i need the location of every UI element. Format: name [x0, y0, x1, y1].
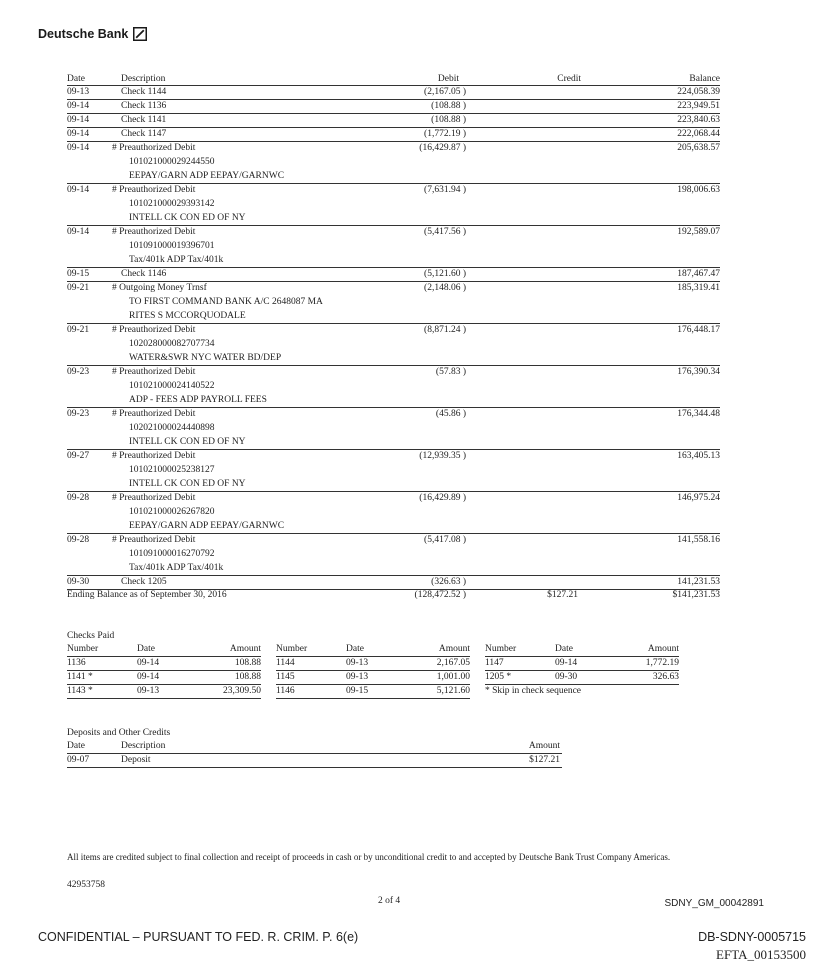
transaction-divider: [67, 323, 720, 324]
transaction-date: 09-14: [67, 227, 90, 237]
check-date: 09-30: [555, 672, 578, 682]
transaction-detail: WATER&SWR NYC WATER BD/DEP: [129, 353, 282, 363]
transaction-description: # Preauthorized Debit: [112, 227, 196, 237]
transaction-balance: 176,448.17: [677, 325, 720, 335]
deposits-title: Deposits and Other Credits: [67, 728, 171, 738]
transaction-debit: (5,417.08 ): [424, 535, 466, 545]
transaction-balance: 192,589.07: [677, 227, 720, 237]
transaction-detail: EEPAY/GARN ADP EEPAY/GARNWC: [129, 171, 285, 181]
check-amount: 108.88: [234, 658, 261, 668]
transaction-detail: 101021000029244550: [129, 157, 215, 167]
transaction-balance: 205,638.57: [677, 143, 720, 153]
transaction-divider: [67, 533, 720, 534]
efta-number: EFTA_00153500: [716, 947, 806, 962]
transaction-balance: 146,975.24: [677, 493, 720, 503]
transaction-date: 09-14: [67, 129, 90, 139]
doc-id: SDNY_GM_00042891: [664, 898, 764, 909]
transaction-balance: 198,006.63: [677, 185, 720, 195]
transaction-divider: [67, 127, 720, 128]
header-date: Date: [67, 74, 85, 84]
transaction-detail: INTELL CK CON ED OF NY: [129, 213, 246, 223]
header-divider: [67, 85, 720, 86]
check-row-divider: [67, 670, 261, 671]
check-amount: 5,121.60: [436, 686, 470, 696]
deposits-header-divider: [67, 753, 562, 754]
footer-disclaimer: All items are credited subject to final collection and receipt of proceeds in cash or by unconditional credit to and accepted by Deutsche Bank Trust Company Americas.: [67, 852, 671, 862]
transaction-debit: (12,939.35 ): [419, 451, 466, 461]
transaction-debit: (8,871.24 ): [424, 325, 466, 335]
checks-paid-title: Checks Paid: [67, 631, 115, 641]
check-number: 1143 *: [67, 686, 93, 696]
transaction-divider: [67, 365, 720, 366]
transaction-balance: 176,344.48: [677, 409, 720, 419]
check-row-divider: [485, 670, 679, 671]
transaction-divider: [67, 183, 720, 184]
transaction-date: 09-23: [67, 409, 90, 419]
checks-header-divider: [67, 656, 261, 657]
transaction-detail: INTELL CK CON ED OF NY: [129, 437, 246, 447]
transaction-debit: (16,429.87 ): [419, 143, 466, 153]
transaction-detail: 102028000082707734: [129, 339, 215, 349]
check-number: 1141 *: [67, 672, 93, 682]
bates-number: DB-SDNY-0005715: [698, 930, 806, 944]
check-date: 09-13: [346, 672, 369, 682]
transaction-date: 09-23: [67, 367, 90, 377]
check-number: 1145: [276, 672, 295, 682]
checks-header-divider: [276, 656, 470, 657]
deposits-header-amount: Amount: [528, 741, 560, 751]
ending-balance: $141,231.53: [672, 590, 720, 600]
transaction-debit: (7,631.94 ): [424, 185, 466, 195]
transaction-detail: 101091000016270792: [129, 549, 215, 559]
transaction-detail: 101021000025238127: [129, 465, 215, 475]
transaction-balance: 223,949.51: [677, 101, 720, 111]
transaction-divider: [67, 141, 720, 142]
transaction-description: # Preauthorized Debit: [112, 143, 196, 153]
transaction-divider: [67, 113, 720, 114]
check-number: 1146: [276, 686, 295, 696]
transaction-description: # Preauthorized Debit: [112, 185, 196, 195]
transaction-description: # Preauthorized Debit: [112, 325, 196, 335]
transaction-debit: (1,772.19 ): [424, 129, 466, 139]
checks-header-amount: Amount: [229, 644, 261, 654]
transaction-divider: [67, 281, 720, 282]
transaction-date: 09-14: [67, 101, 90, 111]
transaction-balance: 223,840.63: [677, 115, 720, 125]
transaction-description: # Preauthorized Debit: [112, 493, 196, 503]
transaction-detail: EEPAY/GARN ADP EEPAY/GARNWC: [129, 521, 285, 531]
checks-header-number: Number: [67, 644, 99, 654]
transaction-debit: (2,148.06 ): [424, 283, 466, 293]
confidential-notice: CONFIDENTIAL – PURSUANT TO FED. R. CRIM. P. 6(e): [38, 930, 359, 944]
check-date: 09-13: [346, 658, 369, 668]
ending-credit: $127.21: [547, 590, 578, 600]
transaction-date: 09-21: [67, 283, 90, 293]
deposit-row-date: 09-07: [67, 755, 90, 765]
bank-name: Deutsche Bank: [38, 27, 129, 41]
transaction-date: 09-14: [67, 115, 90, 125]
transaction-divider: [67, 99, 720, 100]
transaction-debit: (326.63 ): [431, 577, 466, 587]
transaction-debit: (57.83 ): [435, 367, 466, 377]
transaction-date: 09-15: [67, 269, 90, 279]
check-amount: 1,772.19: [645, 658, 679, 668]
transaction-description: # Preauthorized Debit: [112, 451, 196, 461]
transaction-description: # Preauthorized Debit: [112, 409, 196, 419]
transaction-debit: (5,417.56 ): [424, 227, 466, 237]
check-amount: 108.88: [234, 672, 261, 682]
checks-header-amount: Amount: [438, 644, 470, 654]
transaction-divider: [67, 407, 720, 408]
header-credit: Credit: [557, 74, 581, 84]
transaction-detail: Tax/401k ADP Tax/401k: [129, 255, 224, 265]
ending-balance-label: Ending Balance as of September 30, 2016: [67, 590, 227, 600]
transaction-detail: 102021000024440898: [129, 423, 215, 433]
transaction-description: Check 1136: [121, 101, 167, 111]
check-number: 1136: [67, 658, 86, 668]
transaction-detail: 101021000026267820: [129, 507, 215, 517]
check-sequence-note: * Skip in check sequence: [485, 686, 582, 696]
checks-header-divider: [485, 656, 679, 657]
check-amount: 1,001.00: [436, 672, 470, 682]
bank-logo: [38, 27, 147, 41]
checks-header-date: Date: [346, 644, 364, 654]
transaction-description: # Preauthorized Debit: [112, 367, 196, 377]
check-date: 09-15: [346, 686, 369, 696]
transaction-balance: 141,231.53: [677, 577, 720, 587]
transaction-date: 09-13: [67, 87, 90, 97]
deposit-row-amount: $127.21: [529, 755, 560, 765]
transaction-balance: 163,405.13: [677, 451, 720, 461]
transaction-debit: (5,121.60 ): [424, 269, 466, 279]
transaction-date: 09-28: [67, 493, 90, 503]
transaction-debit: (108.88 ): [431, 101, 466, 111]
transaction-detail: 101091000019396701: [129, 241, 215, 251]
transaction-divider: [67, 267, 720, 268]
header-debit: Debit: [437, 74, 459, 84]
check-row-divider: [276, 698, 470, 699]
transaction-debit: (108.88 ): [431, 115, 466, 125]
header-balance: Balance: [689, 74, 720, 84]
check-number: 1147: [485, 658, 504, 668]
transaction-divider: [67, 491, 720, 492]
transaction-debit: (16,429.89 ): [419, 493, 466, 503]
transaction-balance: 224,058.39: [677, 87, 720, 97]
transaction-divider: [67, 575, 720, 576]
transaction-balance: 187,467.47: [677, 269, 720, 279]
deposits-row-divider: [67, 767, 562, 768]
check-date: 09-14: [137, 672, 160, 682]
check-row-divider: [485, 684, 679, 685]
transaction-balance: 141,558.16: [677, 535, 720, 545]
transaction-detail: TO FIRST COMMAND BANK A/C 2648087 MA: [129, 297, 323, 307]
transaction-detail: 101021000029393142: [129, 199, 215, 209]
transaction-date: 09-30: [67, 577, 90, 587]
check-row-divider: [67, 698, 261, 699]
check-number: 1144: [276, 658, 295, 668]
check-amount: 23,309.50: [223, 686, 261, 696]
transaction-balance: 222,068.44: [677, 129, 720, 139]
checks-header-amount: Amount: [647, 644, 679, 654]
transaction-date: 09-28: [67, 535, 90, 545]
transaction-description: # Preauthorized Debit: [112, 535, 196, 545]
transaction-description: Check 1146: [121, 269, 167, 279]
transaction-description: Check 1147: [121, 129, 167, 139]
check-date: 09-14: [137, 658, 160, 668]
check-row-divider: [67, 684, 261, 685]
check-row-divider: [276, 670, 470, 671]
transaction-date: 09-14: [67, 185, 90, 195]
transaction-description: Check 1205: [121, 577, 167, 587]
checks-header-number: Number: [276, 644, 308, 654]
account-reference: 42953758: [67, 880, 105, 890]
transaction-description: Check 1144: [121, 87, 167, 97]
deposits-header-description: Description: [121, 741, 166, 751]
transaction-divider: [67, 225, 720, 226]
transaction-description: # Outgoing Money Trnsf: [112, 283, 207, 293]
transaction-description: Check 1141: [121, 115, 167, 125]
transaction-date: 09-14: [67, 143, 90, 153]
deutsche-bank-slash-icon: [133, 27, 147, 41]
checks-header-date: Date: [137, 644, 155, 654]
transaction-debit: (2,167.05 ): [424, 87, 466, 97]
transaction-debit: (45.86 ): [435, 409, 466, 419]
transaction-date: 09-21: [67, 325, 90, 335]
page-number: 2 of 4: [378, 896, 401, 906]
transaction-balance: 185,319.41: [677, 283, 720, 293]
transaction-detail: INTELL CK CON ED OF NY: [129, 479, 246, 489]
check-amount: 326.63: [652, 672, 679, 682]
transaction-detail: Tax/401k ADP Tax/401k: [129, 563, 224, 573]
transaction-divider: [67, 449, 720, 450]
header-description: Description: [121, 74, 166, 84]
transaction-balance: 176,390.34: [677, 367, 720, 377]
transaction-date: 09-27: [67, 451, 90, 461]
checks-header-date: Date: [555, 644, 573, 654]
check-amount: 2,167.05: [436, 658, 470, 668]
transaction-detail: 101021000024140522: [129, 381, 215, 391]
check-date: 09-14: [555, 658, 578, 668]
check-date: 09-13: [137, 686, 160, 696]
deposits-header-date: Date: [67, 741, 85, 751]
ending-debit: (128,472.52 ): [414, 590, 466, 600]
transaction-detail: RITES S MCCORQUODALE: [129, 311, 246, 321]
deposit-row-description: Deposit: [121, 755, 151, 765]
check-row-divider: [276, 684, 470, 685]
transaction-detail: ADP - FEES ADP PAYROLL FEES: [129, 395, 267, 405]
checks-header-number: Number: [485, 644, 517, 654]
check-number: 1205 *: [485, 672, 512, 682]
